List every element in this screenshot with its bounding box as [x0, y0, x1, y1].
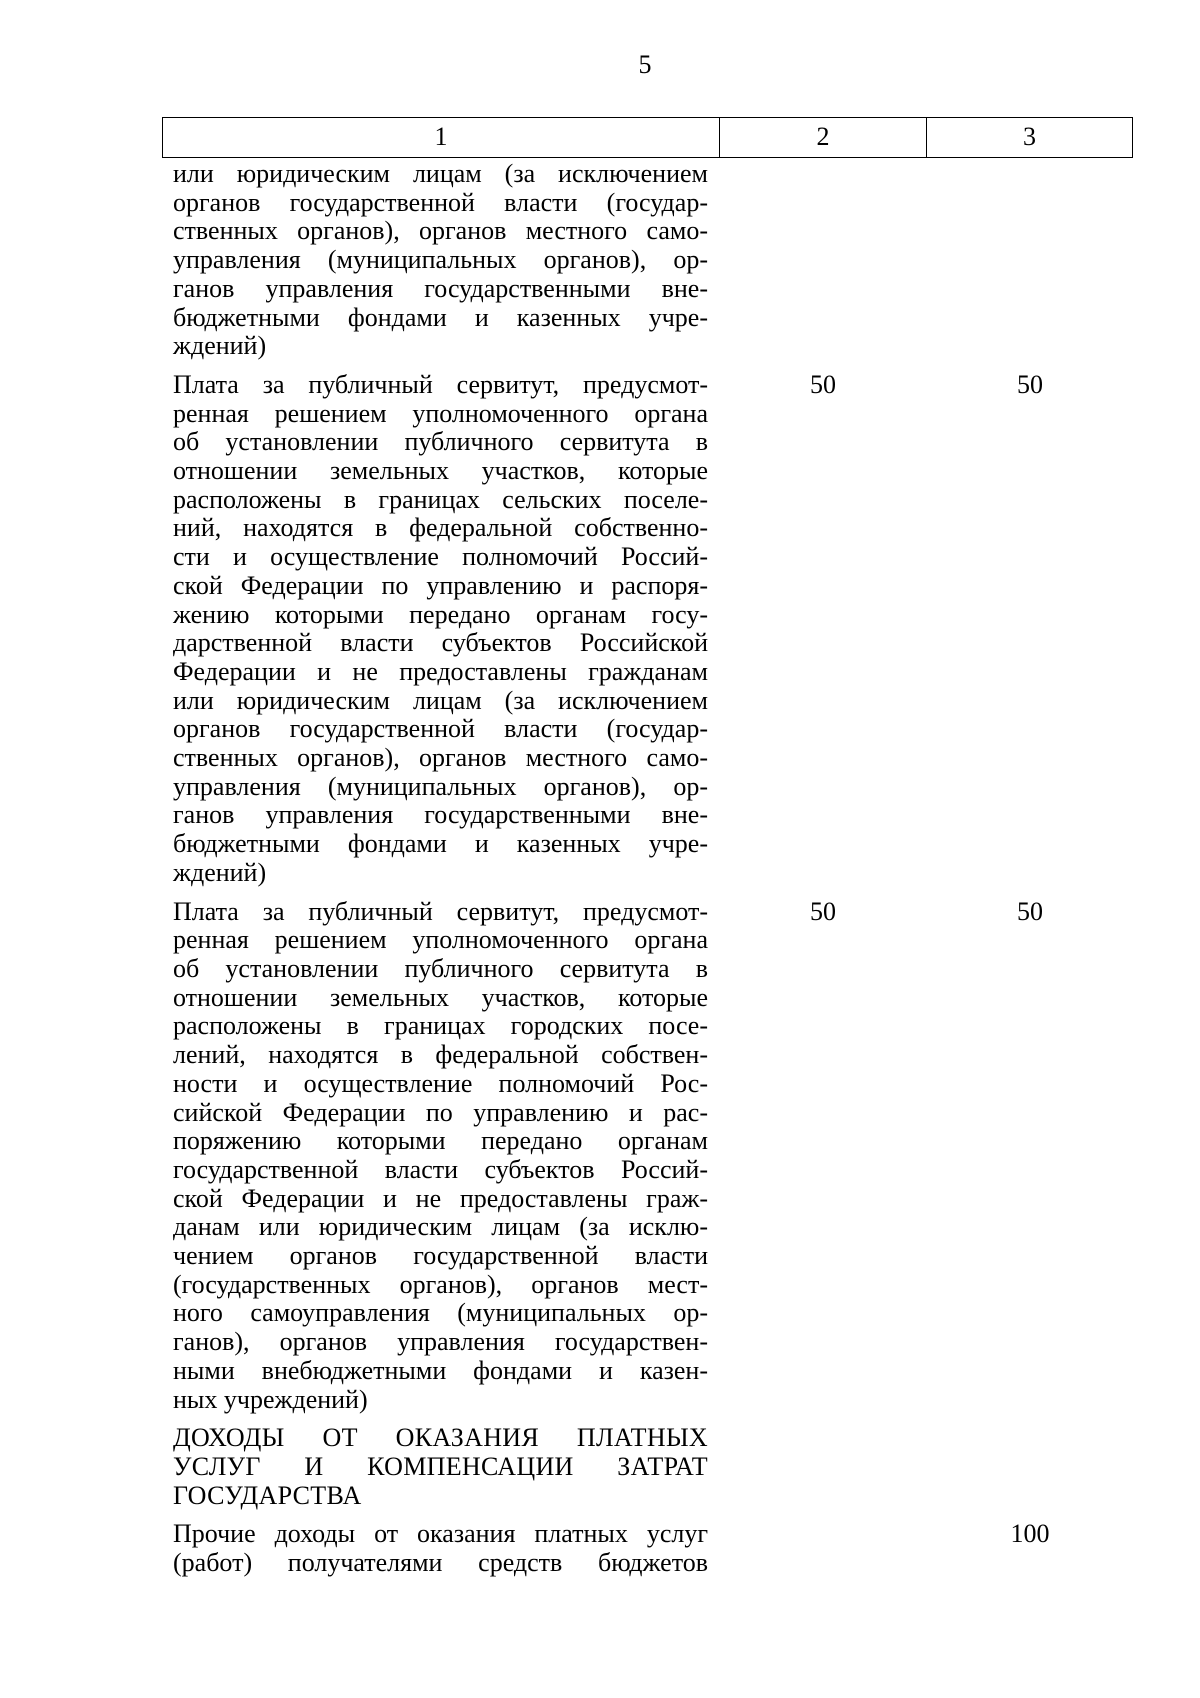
text-line: ного самоуправления (муниципальных ор-	[173, 1298, 708, 1328]
column-number-3: 3	[1023, 122, 1036, 151]
text-line: ными внебюджетными фондами и казен-	[173, 1355, 708, 1385]
text-line: ганов), органов управления государствен-	[173, 1327, 708, 1357]
text-line: ДОХОДЫ ОТ ОКАЗАНИЯ ПЛАТНЫХ	[173, 1423, 708, 1453]
text-line: ждений)	[173, 331, 267, 361]
text-line: бюджетными фондами и казенных учре-	[173, 302, 708, 332]
text-line: дарственной власти субъектов Российской	[173, 628, 708, 658]
table-row	[173, 898, 1133, 1415]
text-line: ждений)	[173, 857, 267, 887]
text-line: отношении земельных участков, которые	[173, 982, 708, 1012]
row-value-col2: 50	[810, 896, 836, 926]
table-row	[173, 1520, 1133, 1577]
text-line: ний, находятся в федеральной собственно-	[173, 513, 708, 543]
text-line: органов государственной власти (государ-	[173, 714, 708, 744]
row-value-col2: 50	[810, 369, 836, 399]
text-line: жению которыми передано органам госу-	[173, 599, 708, 629]
text-line: Плата за публичный сервитут, предусмот-	[173, 896, 708, 926]
text-line: об установлении публичного сервитута в	[173, 427, 708, 457]
text-line: поряжению которыми передано органам	[173, 1126, 708, 1156]
table-column-header	[162, 117, 1133, 158]
page-number: 5	[638, 50, 652, 79]
text-line: управления (муниципальных органов), ор-	[173, 771, 708, 801]
text-line: (работ) получателями средств бюджетов	[173, 1548, 708, 1578]
text-line: государственной власти субъектов Россий-	[173, 1154, 708, 1184]
text-line: ской Федерации и не предоставлены граж-	[173, 1183, 708, 1213]
text-line: ренная решением уполномоченного органа	[173, 925, 708, 955]
table-body	[173, 160, 1133, 1578]
text-line: ренная решением уполномоченного органа	[173, 398, 708, 428]
text-line: ГОСУДАРСТВА	[173, 1480, 362, 1510]
row-value-col3: 50	[1017, 369, 1043, 399]
text-line: об установлении публичного сервитута в	[173, 953, 708, 983]
text-line: расположены в границах сельских поселе-	[173, 484, 708, 514]
row-description	[173, 371, 708, 888]
text-line: Федерации и не предоставлены гражданам	[173, 656, 708, 686]
row-description	[173, 160, 708, 361]
text-line: Плата за публичный сервитут, предусмот-	[173, 369, 708, 399]
text-line: органов государственной власти (государ-	[173, 187, 708, 217]
table-row-section-heading	[173, 1424, 1133, 1510]
row-description	[173, 1520, 708, 1577]
text-line: расположены в границах городских посе-	[173, 1011, 708, 1041]
text-line: данам или юридическим лицам (за исклю-	[173, 1212, 708, 1242]
text-line: бюджетными фондами и казенных учре-	[173, 829, 708, 859]
text-line: ственных органов), органов местного само-	[173, 216, 708, 246]
text-line: ности и осуществление полномочий Рос-	[173, 1068, 708, 1098]
text-line: или юридическим лицам (за исключением	[173, 685, 708, 715]
column-number-2: 2	[720, 118, 927, 157]
table-row	[173, 371, 1133, 888]
text-line: ных учреждений)	[173, 1384, 368, 1414]
row-description	[173, 898, 708, 1415]
text-line: ственных органов), органов местного само-	[173, 743, 708, 773]
text-line: управления (муниципальных органов), ор-	[173, 245, 708, 275]
section-heading	[173, 1424, 708, 1510]
text-line: (государственных органов), органов мест-	[173, 1269, 708, 1299]
text-line: сийской Федерации по управлению и рас-	[173, 1097, 708, 1127]
text-line: сти и осуществление полномочий Россий-	[173, 542, 708, 572]
text-line: или юридическим лицам (за исключением	[173, 159, 708, 188]
text-line: отношении земельных участков, которые	[173, 456, 708, 486]
table-row	[173, 160, 1133, 361]
text-line: УСЛУГ И КОМПЕНСАЦИИ ЗАТРАТ	[173, 1451, 708, 1481]
text-line: чением органов государственной власти	[173, 1241, 708, 1271]
text-line: Прочие доходы от оказания платных услуг	[173, 1519, 708, 1549]
row-value-col3: 50	[1017, 896, 1043, 926]
text-line: ганов управления государственными вне-	[173, 273, 708, 303]
column-number-1: 1	[163, 118, 720, 157]
text-line: ской Федерации по управлению и распоря-	[173, 570, 708, 600]
text-line: лений, находятся в федеральной собствен-	[173, 1040, 708, 1070]
row-value-col3: 100	[1010, 1519, 1050, 1549]
text-line: ганов управления государственными вне-	[173, 800, 708, 830]
